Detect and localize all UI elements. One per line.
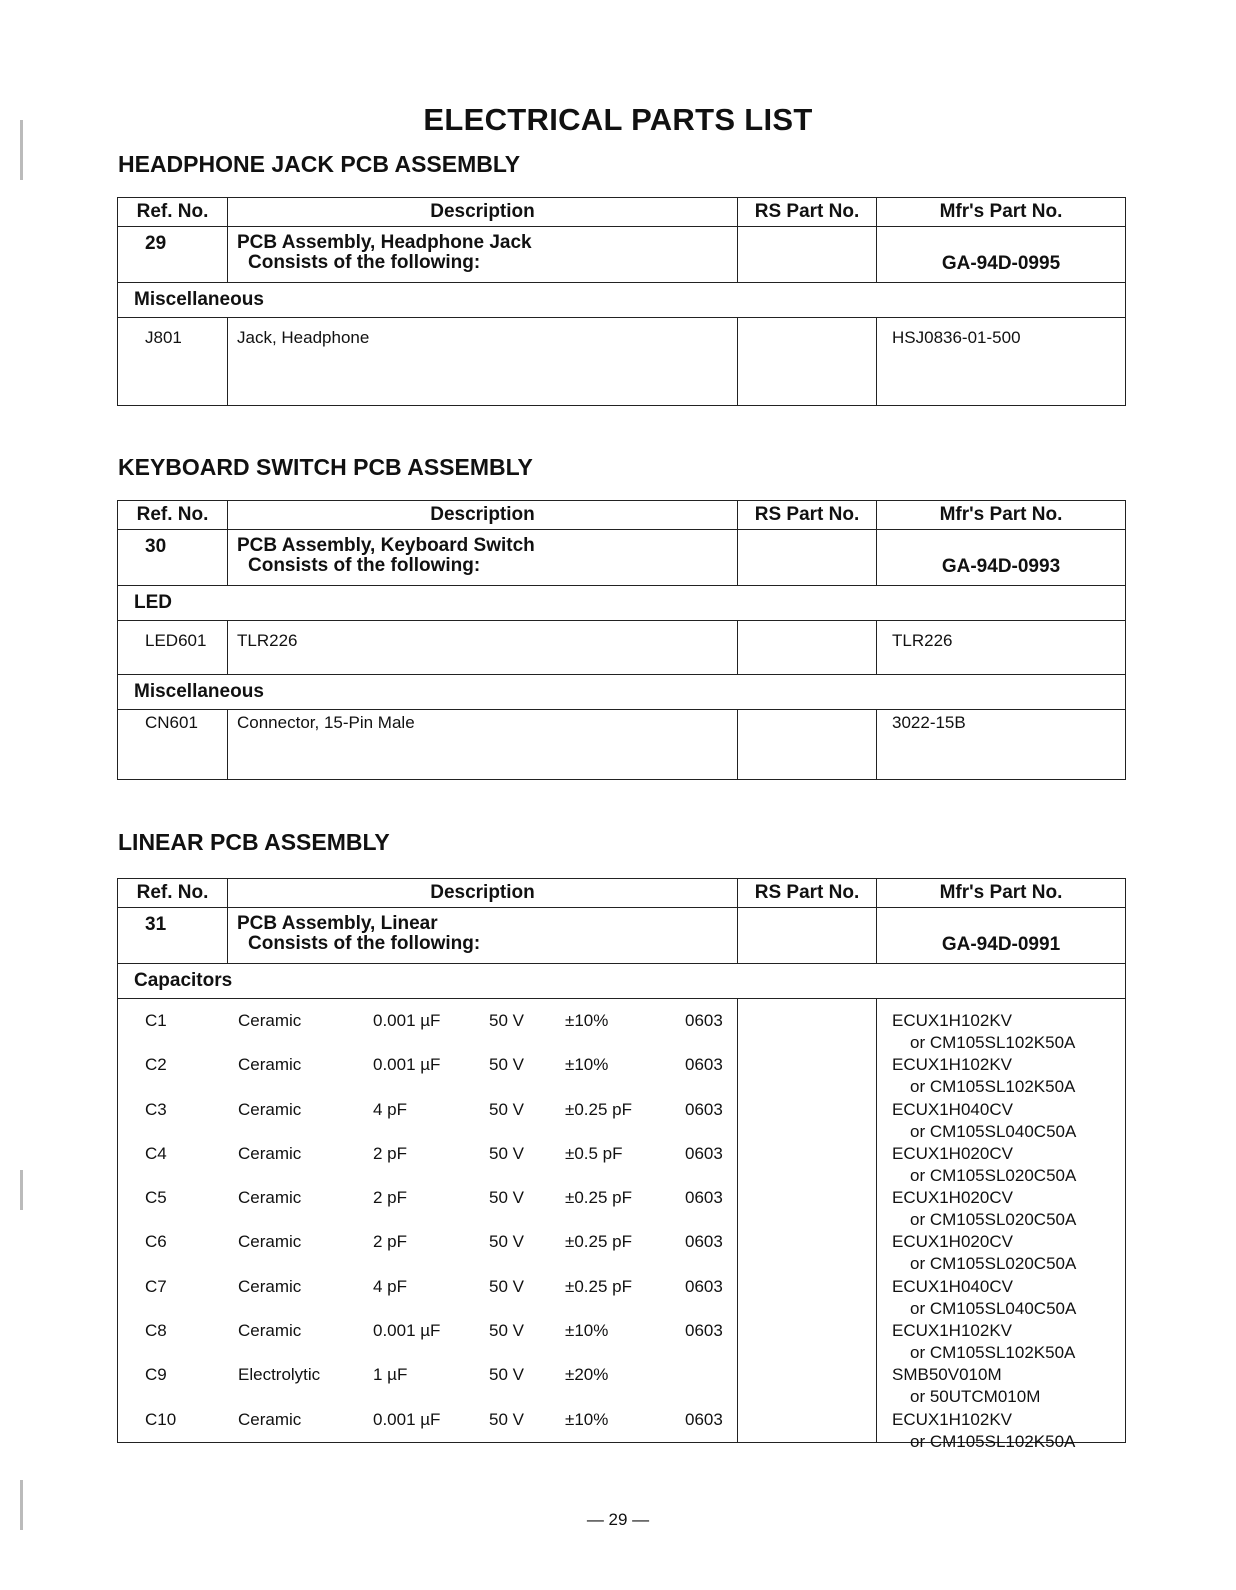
capacitor-voltage: 50 V (489, 1055, 524, 1075)
mfr-part-alternate: or CM105SL102K50A (910, 1077, 1076, 1097)
header-description: Description (228, 501, 738, 530)
header-ref: Ref. No. (118, 198, 228, 227)
section-title-linear: LINEAR PCB ASSEMBLY (118, 829, 390, 855)
section-title-headphone-jack: HEADPHONE JACK PCB ASSEMBLY (118, 151, 521, 177)
item-rs-part (738, 621, 877, 675)
category-row (118, 675, 1126, 710)
item-ref: LED601 (118, 621, 228, 675)
capacitor-tolerance: ±0.5 pF (565, 1143, 623, 1163)
assembly-rs-part (738, 530, 877, 586)
capacitor-tolerance: ±0.25 pF (565, 1232, 632, 1252)
capacitor-mfr-entry (877, 999, 1125, 1052)
capacitor-value: 1 µF (373, 1365, 408, 1385)
capacitor-type: Ceramic (238, 1099, 302, 1119)
capacitor-value: 2 pF (373, 1143, 408, 1163)
mfr-part-alternate: or CM105SL040C50A (910, 1298, 1077, 1318)
category-label: Miscellaneous (118, 675, 1126, 710)
capacitor-size: 0603 (685, 1011, 723, 1030)
capacitor-type: Ceramic (238, 1188, 302, 1208)
capacitor-tolerance: ±10% (565, 1055, 609, 1075)
mfr-part-alternate: or CM105SL040C50A (910, 1121, 1077, 1141)
mfr-part-primary: ECUX1H040CV (892, 1099, 1013, 1119)
capacitor-type: Ceramic (238, 1409, 302, 1429)
capacitor-value: 0.001 µF (373, 1011, 441, 1030)
page-number: — 29 — (586, 1510, 650, 1529)
category-label: LED (118, 586, 1126, 621)
mfr-part-primary: ECUX1H020CV (892, 1143, 1013, 1163)
assembly-description (228, 227, 738, 283)
capacitor-tolerance: ±20% (565, 1365, 609, 1385)
capacitor-type: Ceramic (238, 1143, 302, 1163)
header-description: Description (228, 879, 738, 908)
mfr-part-alternate: or CM105SL020C50A (910, 1254, 1077, 1274)
capacitor-size: 0603 (685, 1099, 723, 1119)
capacitor-value: 0.001 µF (373, 1409, 441, 1429)
header-rs-part: RS Part No. (738, 879, 877, 908)
capacitor-value: 4 pF (373, 1099, 408, 1119)
assembly-desc-line2: Consists of the following: (248, 933, 481, 954)
table-row (118, 621, 1126, 675)
assembly-ref: 29 (118, 227, 228, 283)
category-row (118, 586, 1126, 621)
mfr-part-alternate: or 50UTCM010M (910, 1387, 1041, 1407)
capacitor-voltage: 50 V (489, 1232, 524, 1252)
assembly-desc-line1: PCB Assembly, Headphone Jack (237, 232, 532, 253)
assembly-desc-line2: Consists of the following: (248, 555, 481, 576)
capacitor-mfr-parts (877, 999, 1126, 1451)
mfr-part-alternate: or CM105SL102K50A (910, 1343, 1076, 1363)
assembly-desc-line1: PCB Assembly, Linear (237, 913, 438, 934)
capacitor-list (118, 999, 738, 1443)
capacitor-ref: C2 (145, 1055, 167, 1075)
assembly-desc-line2: Consists of the following: (248, 252, 481, 273)
item-rs-part (738, 710, 877, 780)
assembly-row (118, 530, 1126, 586)
item-ref: CN601 (118, 710, 228, 780)
capacitor-size: 0603 (685, 1143, 723, 1163)
capacitor-tolerance: ±0.25 pF (565, 1276, 632, 1296)
table-header-row (118, 879, 1126, 908)
table-header-row (118, 501, 1126, 530)
table-row (118, 1265, 737, 1309)
capacitor-voltage: 50 V (489, 1321, 524, 1341)
assembly-description (228, 530, 738, 586)
header-ref: Ref. No. (118, 501, 228, 530)
capacitor-voltage: 50 V (489, 1099, 524, 1119)
mfr-part-alternate: or CM105SL020C50A (910, 1165, 1077, 1185)
capacitor-tolerance: ±10% (565, 1409, 609, 1429)
assembly-row (118, 908, 1126, 964)
assembly-row (118, 227, 1126, 283)
mfr-part-primary: ECUX1H102KV (892, 1055, 1013, 1075)
category-row (118, 964, 1126, 999)
assembly-ref: 30 (118, 530, 228, 586)
capacitor-voltage: 50 V (489, 1276, 524, 1296)
mfr-part-alternate: or CM105SL102K50A (910, 1033, 1076, 1052)
category-row (118, 283, 1126, 318)
capacitor-ref: C9 (145, 1365, 167, 1385)
capacitor-ref: C3 (145, 1099, 167, 1119)
table-row (118, 710, 1126, 780)
item-mfr-part: HSJ0836-01-500 (877, 318, 1126, 406)
mfr-part-primary: ECUX1H020CV (892, 1188, 1013, 1208)
assembly-mfr-part: GA-94D-0993 (877, 530, 1126, 586)
capacitor-type: Ceramic (238, 1055, 302, 1075)
capacitor-voltage: 50 V (489, 1143, 524, 1163)
capacitor-ref: C5 (145, 1188, 167, 1208)
capacitor-ref: C1 (145, 1011, 167, 1030)
binding-mark (20, 1170, 23, 1210)
mfr-part-primary: ECUX1H102KV (892, 1321, 1013, 1341)
item-mfr-part: 3022-15B (877, 710, 1126, 780)
parts-table-headphone-jack (117, 197, 1126, 406)
mfr-part-primary: ECUX1H040CV (892, 1276, 1013, 1296)
item-description: Jack, Headphone (228, 318, 738, 406)
capacitor-size: 0603 (685, 1276, 723, 1296)
item-description: TLR226 (228, 621, 738, 675)
capacitor-size: 0603 (685, 1188, 723, 1208)
capacitor-value: 0.001 µF (373, 1321, 441, 1341)
header-rs-part: RS Part No. (738, 198, 877, 227)
capacitor-ref: C10 (145, 1409, 177, 1429)
table-header-row (118, 198, 1126, 227)
mfr-part-alternate: or CM105SL020C50A (910, 1210, 1077, 1230)
capacitor-tolerance: ±10% (565, 1321, 609, 1341)
item-rs-part (738, 318, 877, 406)
table-row (118, 999, 737, 1043)
assembly-ref: 31 (118, 908, 228, 964)
table-row (118, 1043, 737, 1087)
page-title: ELECTRICAL PARTS LIST (423, 102, 813, 137)
parts-table-linear (117, 878, 1126, 1451)
table-row (118, 1132, 737, 1176)
header-ref: Ref. No. (118, 879, 228, 908)
capacitor-value: 4 pF (373, 1276, 408, 1296)
assembly-rs-part (738, 227, 877, 283)
item-ref: J801 (118, 318, 228, 406)
capacitor-rs-parts (738, 999, 877, 1443)
capacitor-type: Ceramic (238, 1232, 302, 1252)
item-mfr-part: TLR226 (877, 621, 1126, 675)
mfr-part-alternate: or CM105SL102K50A (910, 1431, 1076, 1451)
capacitor-mfr-list (877, 999, 1125, 1451)
header-mfr-part: Mfr's Part No. (877, 501, 1126, 530)
capacitor-size: 0603 (685, 1232, 723, 1252)
capacitor-rows (118, 999, 737, 1442)
capacitor-value: 0.001 µF (373, 1055, 441, 1075)
table-row (118, 1309, 737, 1353)
capacitor-ref: C8 (145, 1321, 167, 1341)
mfr-part-primary: ECUX1H020CV (892, 1232, 1013, 1252)
mfr-part-primary: ECUX1H102KV (892, 1011, 1013, 1030)
table-row (118, 318, 1126, 406)
header-rs-part: RS Part No. (738, 501, 877, 530)
table-row (118, 1220, 737, 1264)
capacitor-voltage: 50 V (489, 1409, 524, 1429)
capacitor-size: 0603 (685, 1055, 723, 1075)
capacitor-tolerance: ±0.25 pF (565, 1188, 632, 1208)
capacitor-tolerance: ±10% (565, 1011, 609, 1030)
capacitor-type: Electrolytic (238, 1365, 321, 1385)
assembly-desc-line1: PCB Assembly, Keyboard Switch (237, 535, 535, 556)
mfr-part-primary: ECUX1H102KV (892, 1409, 1013, 1429)
assembly-mfr-part: GA-94D-0995 (877, 227, 1126, 283)
item-description: Connector, 15-Pin Male (228, 710, 738, 780)
assembly-rs-part (738, 908, 877, 964)
parts-table-keyboard-switch (117, 500, 1126, 780)
category-label: Miscellaneous (118, 283, 1126, 318)
capacitor-value: 2 pF (373, 1188, 408, 1208)
capacitor-ref: C7 (145, 1276, 167, 1296)
capacitor-type: Ceramic (238, 1011, 302, 1030)
table-row (118, 1176, 737, 1220)
capacitor-size: 0603 (685, 1409, 723, 1429)
capacitor-ref: C4 (145, 1143, 167, 1163)
table-row (118, 1088, 737, 1132)
table-row (118, 1398, 737, 1442)
capacitor-voltage: 50 V (489, 1365, 524, 1385)
capacitor-tolerance: ±0.25 pF (565, 1099, 632, 1119)
capacitor-size: 0603 (685, 1321, 723, 1341)
capacitor-voltage: 50 V (489, 1011, 524, 1030)
mfr-part-primary: SMB50V010M (892, 1365, 1002, 1385)
header-mfr-part: Mfr's Part No. (877, 879, 1126, 908)
assembly-mfr-part: GA-94D-0991 (877, 908, 1126, 964)
capacitor-type: Ceramic (238, 1276, 302, 1296)
capacitor-voltage: 50 V (489, 1188, 524, 1208)
section-title-keyboard-switch: KEYBOARD SWITCH PCB ASSEMBLY (118, 454, 533, 480)
table-row (118, 1353, 737, 1397)
capacitor-block (118, 999, 1126, 1443)
header-description: Description (228, 198, 738, 227)
capacitor-ref: C6 (145, 1232, 167, 1252)
header-mfr-part: Mfr's Part No. (877, 198, 1126, 227)
capacitor-value: 2 pF (373, 1232, 408, 1252)
capacitor-type: Ceramic (238, 1321, 302, 1341)
category-label: Capacitors (118, 964, 1126, 999)
assembly-description (228, 908, 738, 964)
